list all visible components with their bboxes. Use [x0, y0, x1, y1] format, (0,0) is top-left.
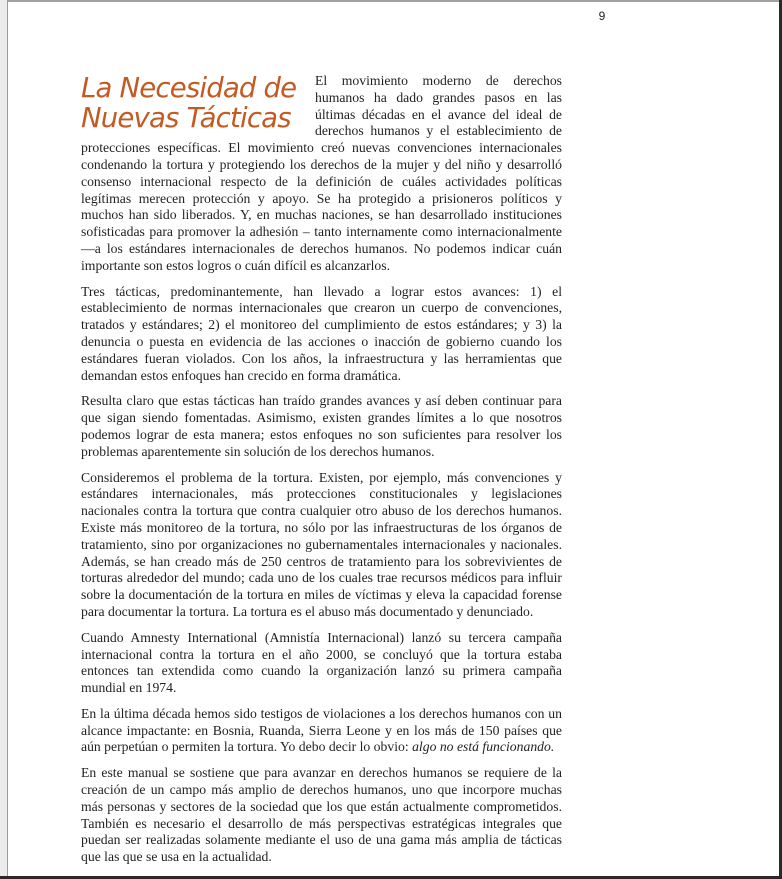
page-body	[81, 73, 562, 875]
paragraph-1: El movimiento moderno de derechos humanos ha dado grandes pasos en las últimas décadas en el avance del ideal de derechos humanos y el establecimiento de protecciones específicas. El movimiento creó nuevas convenciones internacionales condenando la tortura y protegiendo los derechos de la mujer y del niño y desarrolló consenso internacional respecto de la definición de cuáles actividades políticas legítimas merecen protección y apoyo. Se ha protegido a prisioneros políticos y muchos han sido liberados. Y, en muchas naciones, se han desarrollado instituciones sofisticadas para promover la adhesión – tanto internamente como internacionalmente—a los estándares internacionales de derechos humanos. No podemos indicar cuán importante son estos logros o cuán difícil es alcanzarlos.	[81, 73, 562, 273]
title-line-2: Nuevas Tácticas	[81, 102, 291, 134]
paragraph-4: Consideremos el problema de la tortura. Existen, por ejemplo, más convenciones y estándares internacionales, más protecciones constitucionales y legislaciones nacionales contra la tortura que contra cualquier otro abuso de los derechos humanos. Existe más monitoreo de la tortura, no sólo por las infraestructuras de los órganos de tratamiento, sino por organizaciones no gubernamentales internacionales y nacionales. Además, se han creado más de 250 centros de tratamiento para los sobrevivientes de torturas alrededor del mundo; cada uno de los cuales trae recursos médicos para influir sobre la documentación de la tortura en miles de víctimas y eleva la capacidad forense para documentar la tortura. La tortura es el abuso más documentado y denunciado.	[81, 469, 562, 619]
paragraph-6	[81, 706, 562, 756]
viewer-top-border	[0, 0, 782, 2]
page-title	[81, 73, 303, 133]
paragraph-3: Resulta claro que estas tácticas han traído grandes avances y así deben continuar para que sigan siendo fomentadas. Asimismo, existen grandes límites a lo que nosotros podemos lograr de esta manera; estos enfoques no son suficientes para resolver los problemas aparentemente sin solución de los derechos humanos.	[81, 393, 562, 459]
viewer-left-gutter	[0, 0, 8, 879]
page-number: 9	[598, 9, 606, 23]
paragraph-6-text: En la última década hemos sido testigos de violaciones a los derechos humanos con un alcance impactante: en Bosnia, Ruanda, Sierra Leone y en los más de 150 países que aún perpetúan o permiten la tortura. Yo debo decir lo obvio:	[81, 705, 562, 755]
paragraph-7: En este manual se sostiene que para avanzar en derechos humanos se requiere de la creación de un campo más amplio de derechos humanos, uno que incorpore muchas más personas y sectores de la sociedad que los que están actualmente comprometidos. También es necesario el desarrollo de más perspectivas estratégicas integrales que puedan ser realizadas solamente mediante el uso de una gama más amplia de tácticas que las que se usa en la actualidad.	[81, 765, 562, 865]
title-line-1: La Necesidad de	[81, 72, 297, 104]
paragraph-5: Cuando Amnesty International (Amnistía Internacional) lanzó su tercera campaña internacional contra la tortura en el año 2000, se concluyó que la tortura estaba entonces tan extendida como cuando la organización lanzó su primera campaña mundial en 1974.	[81, 629, 562, 696]
paragraph-6-emphasis: algo no está funcionando.	[412, 739, 555, 755]
paragraph-2: Tres tácticas, predominantemente, han llevado a lograr estos avances: 1) el establecimiento de normas internacionales que crearon un cuerpo de convenciones, tratados y estándares; 2) el monitoreo del cumplimiento de estos estándares; y 3) la denuncia o puesta en evidencia de las acciones o inacción de gobierno cuando los estándares fueran violados. Con los años, la infraestructura y las herramientas que demandan estos enfoques han crecido en forma dramática.	[81, 283, 562, 383]
